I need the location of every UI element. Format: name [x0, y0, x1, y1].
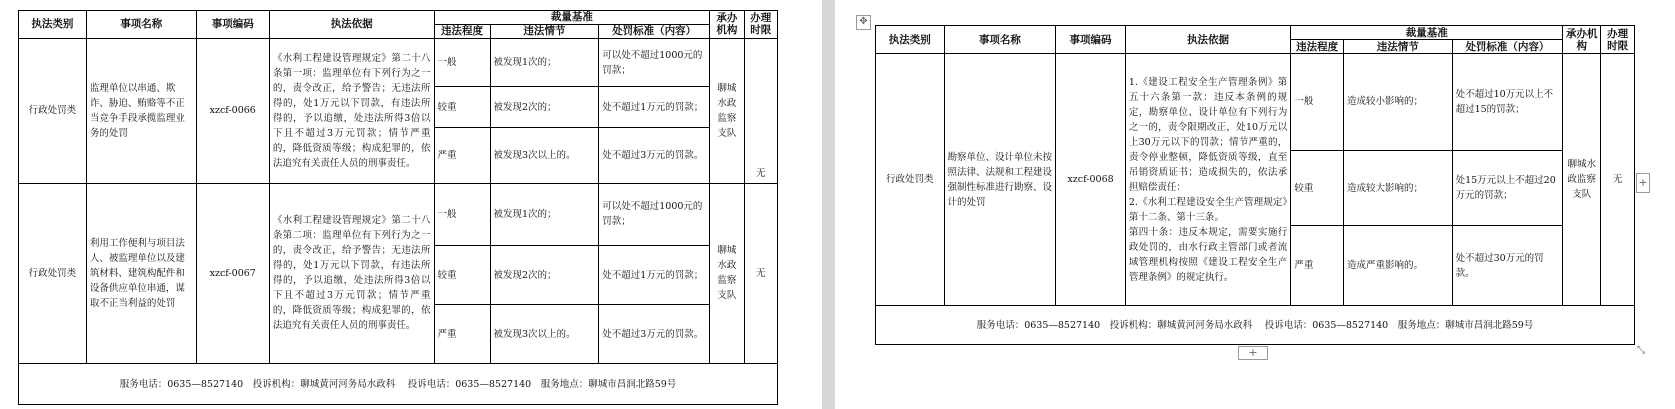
cell-standard: 处不超过30万元的罚款。: [1452, 226, 1563, 306]
page-gap: [822, 0, 835, 409]
resize-corner-icon: ⤡: [1637, 345, 1645, 356]
header-item-code: 事项编码: [1056, 26, 1126, 54]
header-item-code: 事项编码: [196, 11, 269, 39]
cell-item-name: 勘察单位、设计单位未按照法律、法规和工程建设强制性标准进行勘察、设计的处罚: [944, 54, 1056, 306]
cell-category: 行政处罚类: [876, 54, 945, 306]
cell-deadline: 无: [744, 38, 777, 183]
table-move-handle[interactable]: [856, 15, 871, 30]
cell-agency: 聊城水政监察支队: [710, 38, 744, 183]
cell-category: 行政处罚类: [19, 183, 87, 363]
cell-item-code: xzcf-0068: [1056, 54, 1126, 306]
add-row-button[interactable]: [1238, 346, 1268, 360]
header-agency: 承办机构: [710, 11, 744, 39]
cell-circumstance: 被发现1次的；: [490, 38, 599, 86]
cell-circumstance: 被发现1次的；: [490, 183, 599, 245]
cell-item-name: 监理单位以串通、欺诈、胁迫、贿赂等不正当竞争手段承揽监理业务的处罚: [86, 38, 196, 183]
cell-standard: 处不超过3万元的罚款。: [599, 127, 710, 183]
add-column-button[interactable]: [1636, 173, 1650, 193]
cell-standard: 处15万元以上不超过20万元的罚款；: [1452, 150, 1563, 225]
cell-circumstance: 被发现2次的；: [490, 87, 599, 128]
cell-circumstance: 造成严重影响的。: [1344, 226, 1453, 306]
document-page-left: [0, 0, 822, 409]
cell-agency: 聊城水政监察支队: [1563, 54, 1601, 306]
header-standard: 处罚标准（内容）: [1452, 40, 1563, 54]
cell-circumstance: 造成较大影响的；: [1344, 150, 1453, 225]
header-standard: 处罚标准（内容）: [599, 24, 710, 38]
cell-basis: 《水利工程建设管理规定》第二十八条第二项：监理单位有下列行为之一的，责令改正，给予警告；无违法所得的，处1万元以下罚款，有违法所得的，予以追缴，处违法所得3倍以下且不超过3万元罚款；情节严重的，降低资质等级；构成犯罪的，依法追究有关责任人员的刑事责任。: [269, 183, 434, 363]
cell-standard: 处不超过1万元的罚款；: [599, 87, 710, 128]
cell-standard: 可以处不超过1000元的罚款；: [599, 38, 710, 86]
header-discretion: 裁量基准: [1291, 26, 1563, 40]
cell-degree: 一般: [1291, 54, 1344, 151]
plus-icon: +: [1248, 346, 1258, 359]
enforcement-table-left: [18, 10, 778, 405]
plus-icon: +: [1638, 176, 1648, 189]
cell-deadline: 无: [744, 183, 777, 363]
header-discretion: 裁量基准: [434, 11, 710, 25]
cell-degree: 严重: [1291, 226, 1344, 306]
header-basis: 执法依据: [1125, 26, 1291, 54]
cell-deadline: 无: [1601, 54, 1635, 306]
cell-degree: 一般: [434, 38, 490, 86]
header-basis: 执法依据: [269, 11, 434, 39]
header-item-name: 事项名称: [86, 11, 196, 39]
cell-degree: 严重: [434, 127, 490, 183]
move-arrows-icon: ✥: [859, 16, 868, 27]
enforcement-table-right: [875, 25, 1635, 345]
cell-standard: 处不超过3万元的罚款。: [599, 305, 710, 364]
table-resize-handle[interactable]: [1635, 346, 1647, 358]
cell-basis: 《水利工程建设管理规定》第二十八条第一项：监理单位有下列行为之一的，责令改正，给予警告；无违法所得的，处1万元以下罚款，有违法所得的，予以追缴，处违法所得3倍以下且不超过3万元罚款；情节严重的，降低资质等级；构成犯罪的，依法追究有关责任人员的刑事责任。: [269, 38, 434, 183]
cell-basis: [1125, 54, 1291, 306]
cell-circumstance: 被发现3次以上的。: [490, 127, 599, 183]
basis-line: 1.《建设工程安全生产管理条例》第五十六条第一款：违反本条例的规定，勘察单位、设计单位有下列行为之一的，责令限期改正，处10万元以上30万元以下的罚款；情节严重的，责令停业整顿，降低资质等级，直至吊销资质证书；造成损失的，依法承担赔偿责任：: [1128, 76, 1288, 193]
cell-standard: 可以处不超过1000元的罚款；: [599, 183, 710, 245]
header-item-name: 事项名称: [944, 26, 1056, 54]
service-footer: 服务电话：0635—8527140 投诉机构：聊城黄河河务局水政科 投诉电话：0635—8527140 服务地点：聊城市昌润北路59号: [876, 306, 1635, 345]
header-deadline: 办理时限: [744, 11, 777, 39]
cell-item-code: xzcf-0066: [196, 38, 269, 183]
basis-line: 第四十条：违反本规定，需要实施行政处罚的，由水行政主管部门或者流域管理机构按照《建设工程安全生产管理条例》的规定执行。: [1128, 226, 1288, 283]
basis-line: 2.《水利工程建设安全生产管理规定》第十二条、第十三条。: [1128, 196, 1288, 223]
header-deadline: 办理时限: [1601, 26, 1635, 54]
header-category: 执法类别: [19, 11, 87, 39]
cell-circumstance: 造成较小影响的；: [1344, 54, 1453, 151]
cell-standard: 处不超过1万元的罚款；: [599, 246, 710, 305]
header-degree: 违法程度: [1291, 40, 1344, 54]
cell-item-name: 利用工作便利与项目法人、被监理单位以及建筑材料、建筑构配件和设备供应单位串通，谋取不正当利益的处罚: [86, 183, 196, 363]
cell-item-code: xzcf-0067: [196, 183, 269, 363]
header-agency: 承办机构: [1563, 26, 1601, 54]
header-category: 执法类别: [876, 26, 945, 54]
cell-circumstance: 被发现3次以上的。: [490, 305, 599, 364]
cell-standard: 处不超过10万元以上不超过15的罚款；: [1452, 54, 1563, 151]
header-circumstance: 违法情节: [1344, 40, 1453, 54]
header-degree: 违法程度: [434, 24, 490, 38]
header-circumstance: 违法情节: [490, 24, 599, 38]
cell-degree: 一般: [434, 183, 490, 245]
cell-degree: 较重: [1291, 150, 1344, 225]
service-footer: 服务电话：0635—8527140 投诉机构：聊城黄河河务局水政科 投诉电话：0635—8527140 服务地点：聊城市昌润北路59号: [19, 364, 778, 405]
cell-degree: 严重: [434, 305, 490, 364]
cell-category: 行政处罚类: [19, 38, 87, 183]
cell-degree: 较重: [434, 246, 490, 305]
cell-agency: 聊城水政监察支队: [710, 183, 744, 363]
cell-degree: 较重: [434, 87, 490, 128]
cell-circumstance: 被发现2次的；: [490, 246, 599, 305]
